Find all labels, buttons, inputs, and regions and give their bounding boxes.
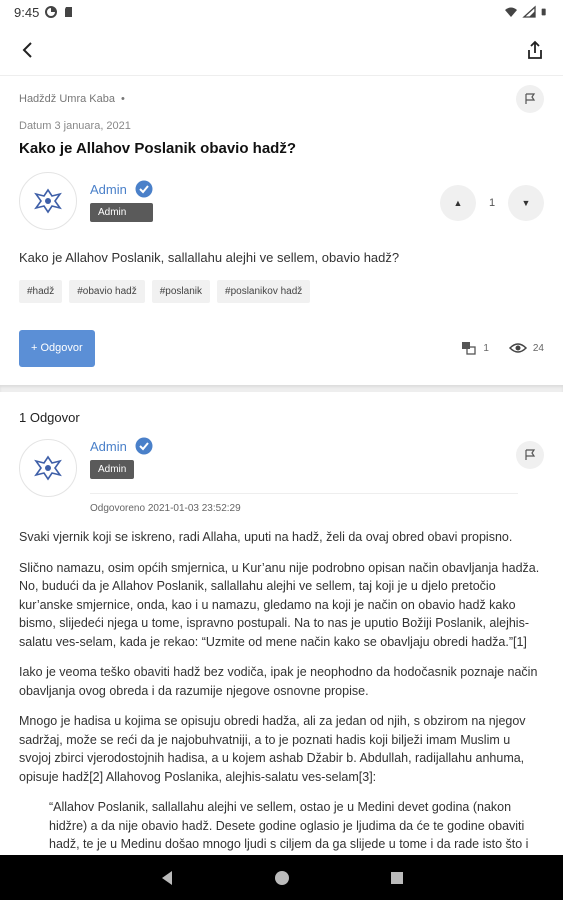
status-bar [0,0,563,24]
author-name[interactable]: Admin [90,438,127,454]
answer-paragraph: Iako je veoma teško obaviti hadž bez vodiča, ipak je neophodno da hodočasnik poznaje način obavljanja ovog obreda i da razumije njegove osnovne propise. [19,665,538,698]
nav-back-icon[interactable] [160,870,174,886]
upvote-button[interactable] [440,185,476,221]
system-nav-bar [0,855,563,900]
breadcrumb-separator: • [121,93,125,105]
back-arrow-icon [19,41,37,59]
views-stat-count: 24 [532,342,544,354]
answer-item [19,437,544,872]
tag-list [19,280,544,303]
eye-icon [509,342,527,354]
avatar[interactable] [19,172,77,230]
site-logo-icon [33,455,63,481]
back-button[interactable] [14,36,42,64]
answers-count: 1 Odgovor [19,410,80,425]
answer-paragraph: Slično namazu, osim općih smjernica, u Kur’anu nije podrobno opisan način obavljanja hadža. No, budući da je Allahov Poslanik, sallallahu alejhi ve sellem, taj koji je u djelo pretočio kur’anske smjernice, onda, kao i u namazu, gledamo na koji je način on obavio hadž kako bismo, slijedeći njega u tome, ispravno postupali. Na to nas je uputio Božiji Poslanik, alejhis-salatu ves-selam, kada je rekao: “Uzmite od mene način kako se obavljaju obredi hadža.”[1] [19,560,540,649]
scroll-content[interactable] [0,77,563,855]
translate-icon [461,341,477,355]
answers-stat [461,341,489,355]
answer-paragraph: Mnogo je hadisa u kojima se opisuju obredi hadža, ali za jedan od njih, s obzirom na njegov sadržaj, može se reći da je najobuhvatniji, a to je poznati hadis koji bilježi imam Muslim u svojoj zbirci vjerodostojnih hadisa, a u kojem ashab Džabir b. Abdullah, radijallahu anhuma, opisuje hadž[2] Allahovog Poslanika, alejhis-salatu ves-selam[3]: [19,714,526,784]
wifi-icon [505,6,517,18]
caret-up-icon: ▲ [453,198,463,208]
answers-stat-count: 1 [483,342,489,354]
question-card [0,77,563,367]
answered-timestamp: Odgovoreno 2021-01-03 23:52:29 [90,493,518,516]
nav-recents-icon[interactable] [390,871,404,885]
views-stat [509,342,544,354]
question-title: Kako je Allahov Poslanik obavio hadž? [19,140,297,157]
app-bar [0,24,563,76]
question-body: Kako je Allahov Poslanik, sallallahu alejhi ve sellem, obavio hadž? [19,250,400,265]
add-answer-button[interactable]: + Odgovor [19,330,95,367]
tag[interactable]: #obavio hadž [69,280,145,303]
tag[interactable]: #hadž [19,280,62,303]
answer-quote: “Allahov Poslanik, sallallahu alejhi ve sellem, ostao je u Medini devet godina (nakon hidžre) a da nije obavio hadž. Desete godine oglasio je ljudima da će te godine obaviti hadž, te je u Medinu došao mnogo ljudi s ciljem da ga slijede u tome i da rade isto što i [49,800,529,851]
sync-icon [45,6,57,18]
question-stats [461,341,544,355]
question-author [19,171,544,231]
tag[interactable]: #poslanikov hadž [217,280,310,303]
answers-section [0,410,563,872]
category-link[interactable]: Hadždž Umra Kaba [19,93,115,105]
breadcrumb [19,93,125,105]
share-button[interactable] [521,36,549,64]
author-name[interactable]: Admin [90,181,127,197]
caret-down-icon: ▼ [521,198,531,208]
downvote-button[interactable] [508,185,544,221]
share-icon [525,40,545,60]
tag[interactable]: #poslanik [152,280,210,303]
nav-home-icon[interactable] [274,870,290,886]
report-question-button[interactable] [516,85,544,113]
role-badge: Admin [90,203,153,222]
cellular-icon [523,6,535,18]
answer-body [19,528,544,872]
verified-icon [135,180,153,198]
site-logo-icon [33,188,63,214]
vote-controls [440,185,544,221]
verified-icon [135,437,153,455]
flag-icon [524,449,536,461]
role-badge: Admin [90,460,134,479]
question-date: Datum 3 januara, 2021 [19,120,131,132]
sd-card-icon [63,6,75,18]
section-divider [0,385,563,392]
flag-icon [524,93,536,105]
status-time: 9:45 [14,4,40,20]
report-answer-button[interactable] [516,441,544,469]
vote-count: 1 [488,197,496,209]
answer-paragraph: Svaki vjernik koji se iskreno, radi Allaha, uputi na hadž, želi da ovaj obred obavi propisno. [19,530,513,544]
avatar[interactable] [19,439,77,497]
battery-icon [541,6,549,18]
